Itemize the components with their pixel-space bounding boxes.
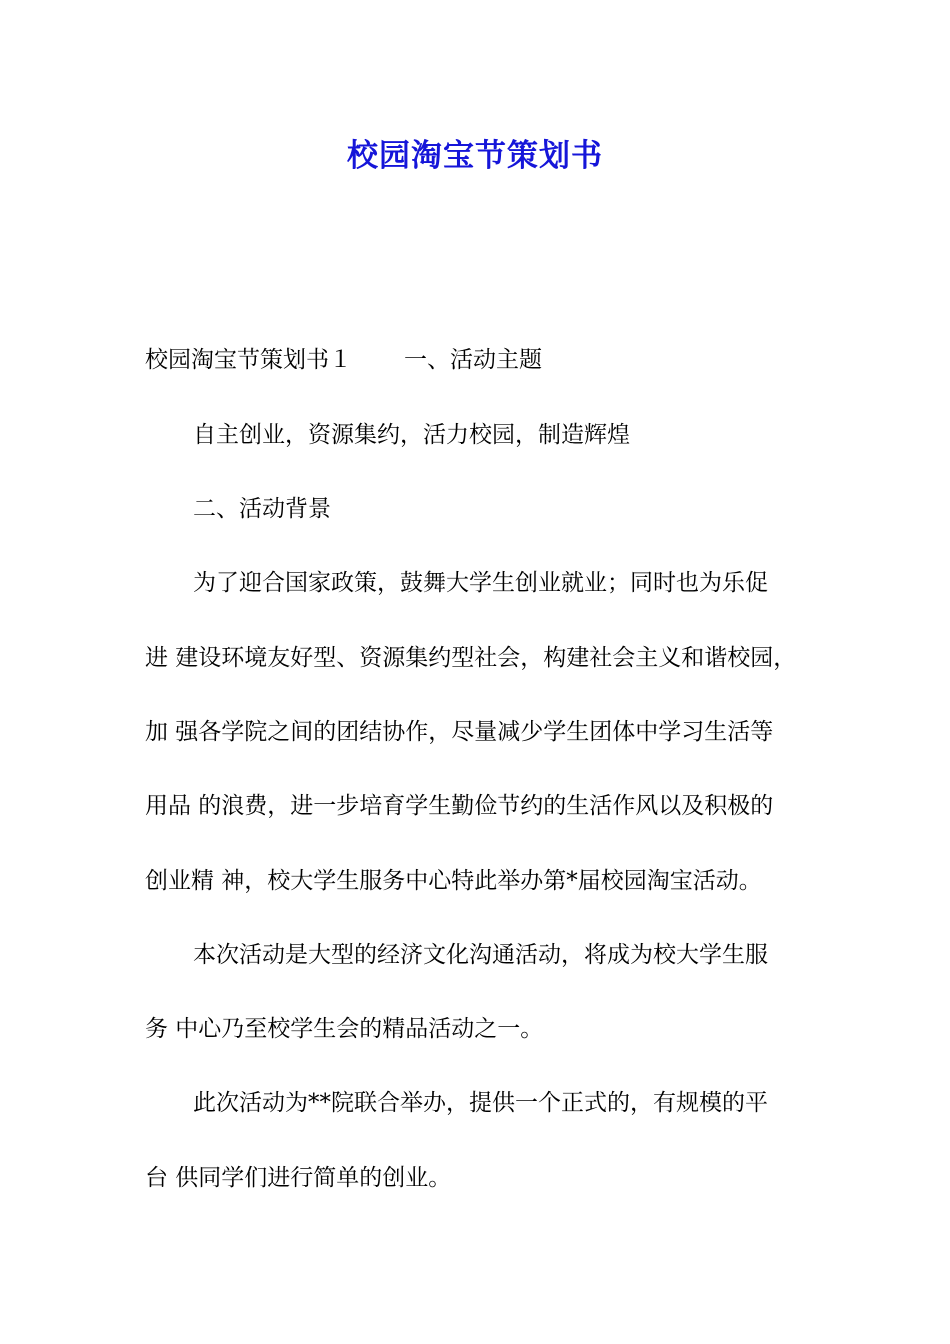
heading-prefix: 校园淘宝节策划书１ xyxy=(145,347,352,373)
paragraph-line: 务 中心乃至校学生会的精品活动之一。 xyxy=(145,1016,544,1042)
paragraph-line: 创业精 神，校大学生服务中心特此举办第*届校园淘宝活动。 xyxy=(145,868,762,894)
paragraph-line: 进 建设环境友好型、资源集约型社会，构建社会主义和谐校园， xyxy=(145,645,797,671)
paragraph-line: 加 强各学院之间的团结协作，尽量减少学生团体中学习生活等 xyxy=(145,719,774,745)
paragraph-line: 为了迎合国家政策，鼓舞大学生创业就业；同时也为乐促 xyxy=(193,570,768,596)
theme-text: 自主创业，资源集约，活力校园，制造辉煌 xyxy=(193,422,630,448)
paragraph-line: 用品 的浪费，进一步培育学生勤俭节约的生活作风以及积极的 xyxy=(145,793,774,819)
section1-heading: 一、活动主题 xyxy=(404,347,542,373)
section2-heading: 二、活动背景 xyxy=(193,496,331,522)
heading-line xyxy=(145,345,542,375)
paragraph-line: 本次活动是大型的经济文化沟通活动，将成为校大学生服 xyxy=(193,942,768,968)
document-title: 校园淘宝节策划书 xyxy=(347,138,603,174)
paragraph-line: 此次活动为**院联合举办，提供一个正式的，有规模的平 xyxy=(193,1090,768,1116)
paragraph-line: 台 供同学们进行简单的创业。 xyxy=(145,1165,452,1191)
